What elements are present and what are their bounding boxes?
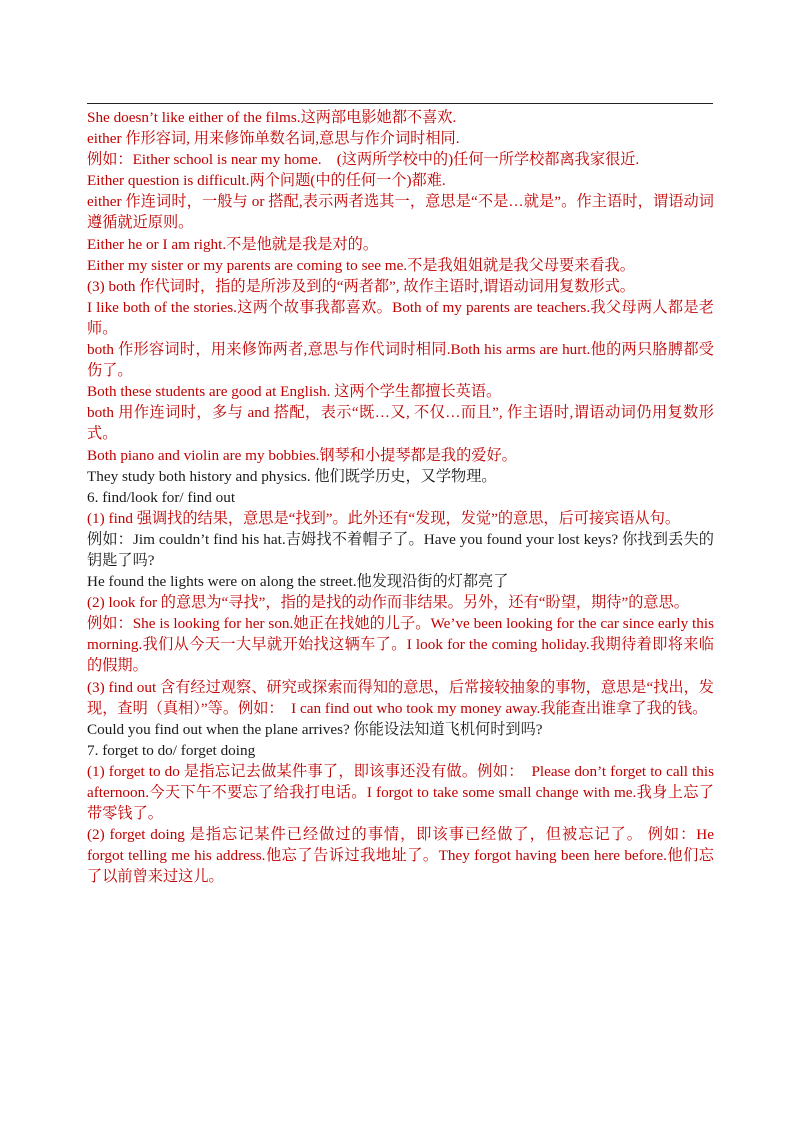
paragraph: 例如：Either school is near my home. (这两所学校中的)任何一所学校都离我家很近. [87,151,640,169]
paragraph: both 用作连词时，多与 and 搭配，表示“既…又, 不仅…而且”, 作主语时,谓语动词仍用复数形式。 [87,404,714,443]
paragraph: (1) find 强调找的结果，意思是“找到”。此外还有“发现，发觉”的意思，后可接宾语从句。 [87,509,681,527]
section-heading: 6. find/look for/ find out [87,488,236,506]
paragraph: Could you find out when the plane arrives? 你能设法知道飞机何时到吗? [87,720,543,738]
paragraph: 例如：She is looking for her son.她正在找她的儿子。We’ve been looking for the car since early this morning.我们从今天一大早就开始找这辆车了。I look for the coming holiday.我期待着即将来临的假期。 [87,615,714,675]
paragraph: Either he or I am right.不是他就是我是对的。 [87,235,379,253]
paragraph: both 作形容词时，用来修饰两者,意思与作代词时相同.Both his arms are hurt.他的两只胳膊都受伤了。 [87,341,714,380]
paragraph: She doesn’t like either of the films.这两部电影她都不喜欢. [87,109,457,126]
paragraph: Both these students are good at English. 这两个学生都擅长英语。 [87,383,502,401]
paragraph: Either my sister or my parents are coming to see me.不是我姐姐就是我父母要来看我。 [87,256,635,274]
header-rule [87,103,713,104]
paragraph: Either question is difficult.两个问题(中的任何一个)都难. [87,172,446,190]
section-heading: 7. forget to do/ forget doing [87,741,256,759]
paragraph: They study both history and physics. 他们既学历史，又学物理。 [87,467,497,485]
paragraph: Both piano and violin are my bobbies.钢琴和小提琴都是我的爱好。 [87,446,517,464]
document-body [87,107,714,887]
paragraph: (2) look for 的意思为“寻找”，指的是找的动作而非结果。另外，还有“盼望，期待”的意思。 [87,594,689,612]
paragraph: (3) both 作代词时，指的是所涉及到的“两者都”, 故作主语时,谓语动词用复数形式。 [87,277,635,295]
paragraph: I like both of the stories.这两个故事我都喜欢。Both of my parents are teachers.我父母两人都是老师。 [87,298,714,337]
paragraph: (2) forget doing 是指忘记某件已经做过的事情，即该事已经做了，但被忘记了。 例如：He forgot telling me his address.他忘了告诉过我地址了。They forgot having been here before.他们忘了以前曾来过这儿。 [87,826,714,886]
paragraph: He found the lights were on along the street.他发现沿街的灯都亮了 [87,573,509,591]
paragraph: either 作形容词, 用来修饰单数名词,意思与作介词时相同. [87,130,460,148]
paragraph: (3) find out 含有经过观察、研究或探索而得知的意思，后常接较抽象的事物，意思是“找出，发现，查明（真相）”等。例如： I can find out who took my money away.我能查出谁拿了我的钱。 [87,678,714,717]
paragraph: 例如：Jim couldn’t find his hat.吉姆找不着帽子了。Have you found your lost keys? 你找到丢失的钥匙了吗? [87,530,714,569]
paragraph: either 作连词时，一般与 or 搭配,表示两者选其一，意思是“不是…就是”。作主语时，谓语动词遵循就近原则。 [87,193,714,232]
paragraph: (1) forget to do 是指忘记去做某件事了，即该事还没有做。例如： Please don’t forget to call this afternoon.今天下午不要忘了给我打电话。I forgot to take some small change with me.我身上忘了带零钱了。 [87,762,714,823]
